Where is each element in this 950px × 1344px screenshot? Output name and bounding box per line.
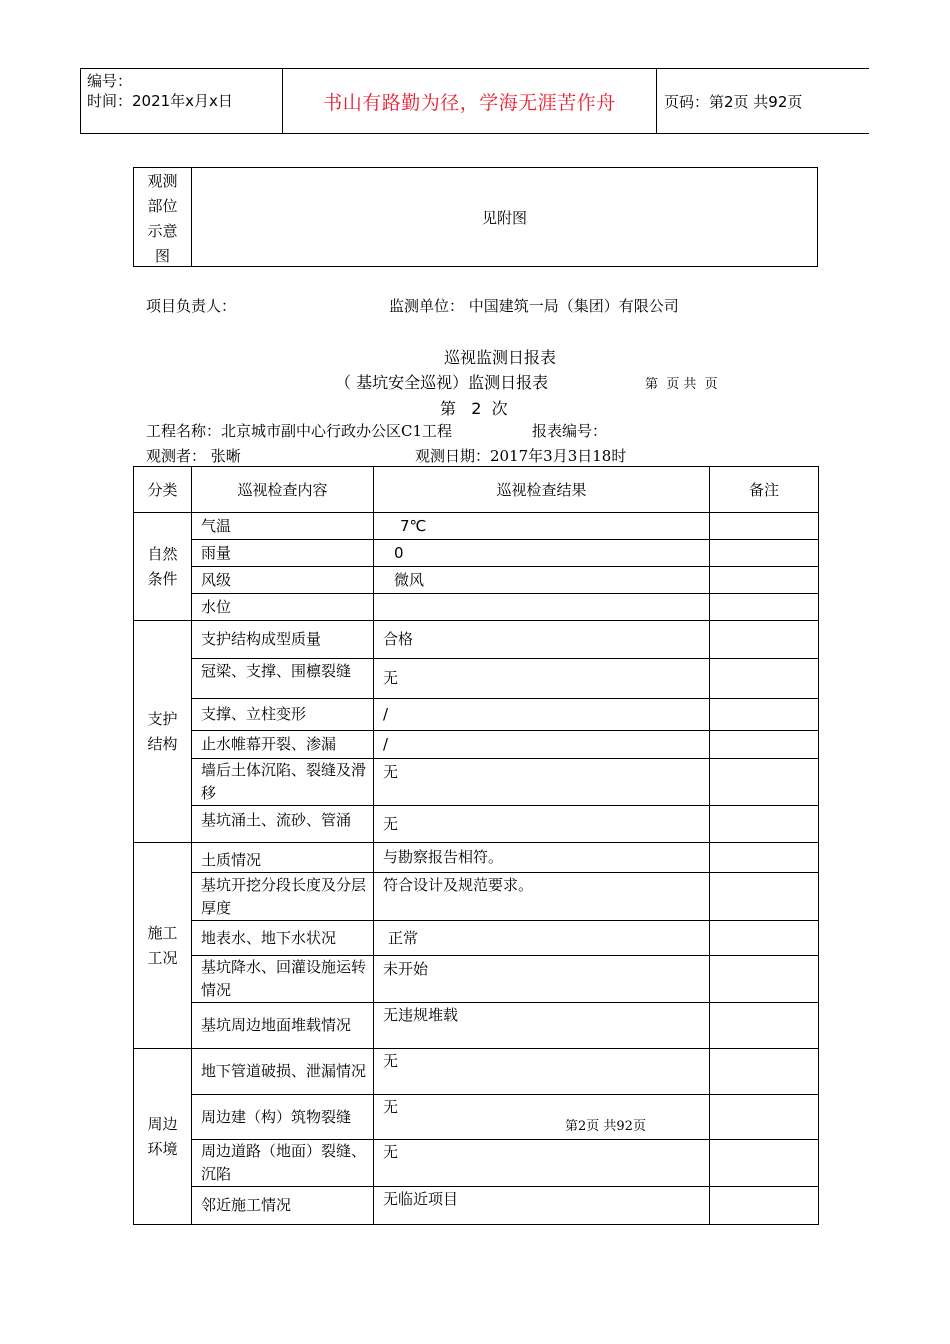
note-cell [710,1049,819,1095]
table-row [134,567,819,594]
category-line: 自然 [147,544,178,563]
note-cell [710,659,819,699]
column-header: 分类 [134,467,192,513]
result-cell: 7℃ [374,513,710,540]
label-line: 部位 [147,197,178,215]
table-row [134,843,819,873]
table-row [134,621,819,659]
result-cell: 符合设计及规范要求。 [374,873,710,921]
category-cell [134,621,192,843]
report-sequence: 第 2 次 [440,399,508,418]
item-cell: 支撑、立柱变形 [192,699,374,731]
category-line: 结构 [147,734,178,753]
note-cell [710,1003,819,1049]
note-cell [710,843,819,873]
table-row [134,759,819,806]
report-subtitle: （ 基坑安全巡视）监测日报表 [335,373,549,392]
document-header [80,68,869,134]
note-cell [710,759,819,806]
observer: 观测者： 张晰 [146,447,241,465]
table-row [134,1003,819,1049]
result-cell: 无 [374,1140,710,1187]
category-line: 工况 [147,948,178,967]
result-cell: 无 [374,806,710,843]
note-cell [710,1187,819,1225]
table-row [134,699,819,731]
item-text: 基坑涌土、流砂、管涌 [201,811,352,829]
column-header: 巡视检查内容 [192,467,374,513]
table-row [134,921,819,956]
result-cell: 与勘察报告相符。 [374,843,710,873]
result-cell: 无 [374,1095,710,1140]
note-cell [710,1095,819,1140]
note-cell [710,699,819,731]
category-line: 施工 [147,923,178,942]
result-cell: 合格 [374,621,710,659]
item-cell: 土质情况 [192,843,374,873]
table-row [134,513,819,540]
number-label: 编号： [87,72,133,90]
category-cell [134,513,192,621]
result-cell: 无违规堆载 [374,1003,710,1049]
item-cell: 周边建（构）筑物裂缝 [192,1095,374,1140]
category-line: 支护 [147,709,178,728]
item-cell: 邻近施工情况 [192,1187,374,1225]
table-row [134,594,819,621]
table-row [134,956,819,1003]
table-row [134,806,819,843]
note-cell [710,921,819,956]
table-row [134,731,819,759]
result-cell: 正常 [374,921,710,956]
item-cell: 墙后土体沉陷、裂缝及滑移 [192,759,374,806]
result-cell: 微风 [374,567,710,594]
report-page-count: 第 页 共 页 [645,377,718,392]
item-cell: 气温 [192,513,374,540]
result-cell: 无 [374,759,710,806]
column-header: 备注 [710,467,819,513]
observe-date: 观测日期：2017年3月3日18时 [415,447,627,465]
note-cell [710,873,819,921]
note-cell [710,594,819,621]
result-cell: 0 [374,540,710,567]
result-cell: 无临近项目 [374,1187,710,1225]
note-cell [710,806,819,843]
item-cell: 基坑降水、回灌设施运转情况 [192,956,374,1003]
note-cell [710,621,819,659]
item-cell: 雨量 [192,540,374,567]
result-cell: 无 [374,1049,710,1095]
note-cell [710,731,819,759]
header-motto: 书山有路勤为径，学海无涯苦作舟 [283,69,657,133]
item-cell [192,659,374,699]
note-cell [710,1140,819,1187]
report-title: 巡视监测日报表 [444,348,557,367]
header-meta [81,69,283,133]
item-cell: 支护结构成型质量 [192,621,374,659]
table-row [134,1140,819,1187]
table-header-row [134,467,819,513]
category-line: 周边 [147,1114,178,1133]
item-cell: 基坑开挖分段长度及分层厚度 [192,873,374,921]
project-leader-label: 项目负责人： [146,297,237,315]
table-row [134,873,819,921]
report-number: 报表编号： [532,422,608,440]
table-row [134,540,819,567]
item-cell: 止水帷幕开裂、渗漏 [192,731,374,759]
item-cell: 水位 [192,594,374,621]
project-name: 工程名称：北京城市副中心行政办公区C1工程 [146,422,453,440]
note-cell [710,567,819,594]
result-cell: 未开始 [374,956,710,1003]
category-line: 条件 [147,569,178,588]
item-cell: 风级 [192,567,374,594]
column-header: 巡视检查结果 [374,467,710,513]
item-cell: 地表水、地下水状况 [192,921,374,956]
category-cell [134,843,192,1049]
item-cell: 地下管道破损、泄漏情况 [192,1049,374,1095]
inspection-table [133,466,819,1225]
category-cell [134,1049,192,1225]
result-cell [374,594,710,621]
monitor-unit-label: 监测单位： 中国建筑一局（集团）有限公司 [389,297,679,315]
header-page-code: 页码：第2页 共92页 [664,92,803,111]
note-cell [710,513,819,540]
note-cell [710,540,819,567]
time-label: 时间：2021年x月x日 [87,92,233,110]
label-line: 观测 [147,172,178,190]
label-line: 图 [154,247,170,265]
table-row [134,659,819,699]
observation-location-box [133,167,818,267]
table-row [134,1049,819,1095]
observation-location-value: 见附图 [481,208,527,227]
result-cell: / [374,731,710,759]
category-line: 环境 [147,1139,178,1158]
item-cell [192,806,374,843]
item-text: 冠梁、支撑、围檩裂缝 [201,661,352,680]
result-cell: 无 [374,659,710,699]
label-line: 示意 [147,222,178,240]
item-cell: 基坑周边地面堆载情况 [192,1003,374,1049]
item-cell: 周边道路（地面）裂缝、沉陷 [192,1140,374,1187]
result-cell: / [374,699,710,731]
table-row [134,1095,819,1140]
note-cell [710,956,819,1003]
observation-location-label [134,168,192,266]
footer-page-label: 第2页 共92页 [565,1119,646,1134]
table-row [134,1187,819,1225]
